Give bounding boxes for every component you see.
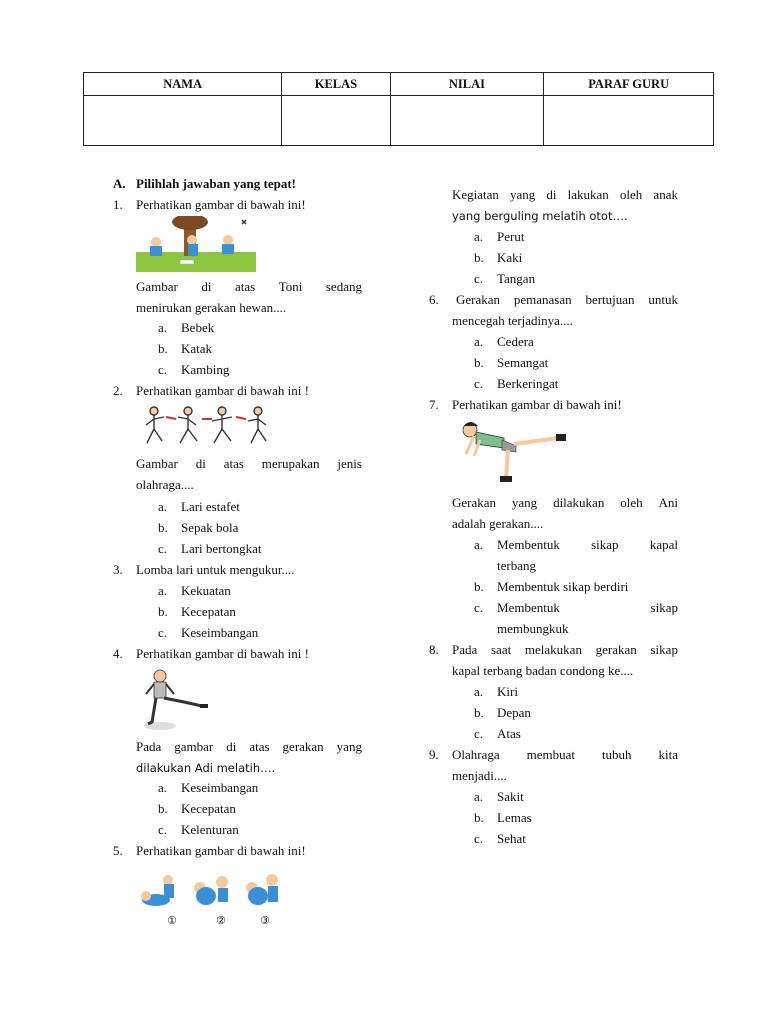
col-nama: NAMA	[84, 73, 282, 96]
q2-relay-race-picture	[140, 405, 274, 451]
q7-number: 7.	[429, 397, 439, 412]
q9-opt-a[interactable]: Sakit	[497, 789, 524, 804]
q4-number: 4.	[113, 646, 123, 661]
col-paraf-guru: PARAF GURU	[544, 73, 714, 96]
q6-opt-c-label: c.	[474, 376, 484, 391]
q3-number: 3.	[113, 562, 123, 577]
q4-opt-c-label: c.	[158, 822, 168, 837]
q5-opt-c[interactable]: Tangan	[497, 271, 536, 286]
q2-stem-line1: Gambar di atas merupakan jenis	[136, 456, 362, 471]
q2-number: 2.	[113, 383, 123, 398]
q4-text: Perhatikan gambar di bawah ini !	[136, 646, 309, 661]
q1-opt-b-label: b.	[158, 341, 168, 356]
q4-stem-line1: Pada gambar di atas gerakan yang	[136, 739, 362, 754]
q5-step-1: ①	[167, 914, 177, 927]
q2-text: Perhatikan gambar di bawah ini !	[136, 383, 309, 398]
q9-opt-c[interactable]: Sehat	[497, 831, 526, 846]
q2-opt-c-label: c.	[158, 541, 168, 556]
q9-opt-a-label: a.	[474, 789, 484, 804]
q1-opt-c[interactable]: Kambing	[181, 362, 230, 377]
q9-number: 9.	[429, 747, 439, 762]
q7-opt-c-label: c.	[474, 600, 484, 615]
q7-opt-c-line2[interactable]: membungkuk	[497, 621, 569, 636]
q4-opt-b[interactable]: Kecepatan	[181, 801, 236, 816]
q6-stem-line1: Gerakan pemanasan bertujuan untuk	[456, 292, 678, 307]
q7-opt-b-label: b.	[474, 579, 484, 594]
field-paraf-guru[interactable]	[544, 96, 714, 146]
q6-stem-line2: mencegah terjadinya....	[452, 313, 573, 328]
q6-opt-c[interactable]: Berkeringat	[497, 376, 559, 391]
q1-stem-line2: menirukan gerakan hewan....	[136, 300, 287, 315]
q7-airplane-pose-picture	[456, 418, 572, 490]
q1-frog-jump-picture	[136, 216, 256, 272]
q7-stem-line2: adalah gerakan....	[452, 516, 544, 531]
q1-opt-c-label: c.	[158, 362, 168, 377]
q7-text: Perhatikan gambar di bawah ini!	[452, 397, 622, 412]
q6-opt-b[interactable]: Semangat	[497, 355, 549, 370]
q2-opt-a-label: a.	[158, 499, 168, 514]
q9-opt-b-label: b.	[474, 810, 484, 825]
q2-opt-b-label: b.	[158, 520, 168, 535]
section-title: Pilihlah jawaban yang tepat!	[136, 176, 296, 191]
q7-opt-b[interactable]: Membentuk sikap berdiri	[497, 579, 629, 594]
q4-stem-line2: dilakukan Adi melatih….	[136, 761, 276, 775]
q2-stem-line2: olahraga....	[136, 477, 194, 492]
q3-opt-c-label: c.	[158, 625, 168, 640]
field-nama[interactable]	[84, 96, 282, 146]
q5-opt-a-label: a.	[474, 229, 484, 244]
q9-opt-b[interactable]: Lemas	[497, 810, 532, 825]
q8-opt-a-label: a.	[474, 684, 484, 699]
q8-stem-line1: Pada saat melakukan gerakan sikap	[452, 642, 678, 657]
q5-opt-c-label: c.	[474, 271, 484, 286]
q1-opt-b[interactable]: Katak	[181, 341, 213, 356]
q5-text: Perhatikan gambar di bawah ini!	[136, 843, 306, 858]
q7-opt-a-label: a.	[474, 537, 484, 552]
q7-opt-c-line1[interactable]: Membentuk sikap	[497, 600, 678, 615]
q5-opt-b[interactable]: Kaki	[497, 250, 523, 265]
q1-number: 1.	[113, 197, 123, 212]
q1-stem-line1: Gambar di atas Toni sedang	[136, 279, 362, 294]
q6-opt-a-label: a.	[474, 334, 484, 349]
q4-opt-a-label: a.	[158, 780, 168, 795]
q3-opt-a-label: a.	[158, 583, 168, 598]
q5-number: 5.	[113, 843, 123, 858]
q7-opt-a-line1[interactable]: Membentuk sikap kapal	[497, 537, 678, 552]
q1-text: Perhatikan gambar di bawah ini!	[136, 197, 306, 212]
q8-opt-a[interactable]: Kiri	[497, 684, 518, 699]
q3-text: Lomba lari untuk mengukur....	[136, 562, 295, 577]
q1-opt-a-label: a.	[158, 320, 168, 335]
q3-opt-b[interactable]: Kecepatan	[181, 604, 236, 619]
q8-opt-b[interactable]: Depan	[497, 705, 531, 720]
q5-stem-line1: Kegiatan yang di lakukan oleh anak	[452, 187, 678, 202]
q5-opt-a[interactable]: Perut	[497, 229, 525, 244]
q9-opt-c-label: c.	[474, 831, 484, 846]
q2-opt-a[interactable]: Lari estafet	[181, 499, 240, 514]
q4-opt-c[interactable]: Kelenturan	[181, 822, 239, 837]
col-nilai: NILAI	[390, 73, 544, 96]
q5-step-2: ②	[216, 914, 226, 927]
q5-opt-b-label: b.	[474, 250, 484, 265]
q5-stem-line2: yang berguling melatih otot….	[452, 209, 628, 223]
q8-opt-c-label: c.	[474, 726, 484, 741]
q8-opt-b-label: b.	[474, 705, 484, 720]
field-kelas[interactable]	[282, 96, 390, 146]
q1-opt-a[interactable]: Bebek	[181, 320, 215, 335]
q7-stem-line1: Gerakan yang dilakukan oleh Ani	[452, 495, 678, 510]
q2-opt-b[interactable]: Sepak bola	[181, 520, 239, 535]
q5-step-3: ③	[260, 914, 270, 927]
q5-forward-roll-picture	[138, 866, 284, 912]
q6-number: 6.	[429, 292, 439, 307]
q9-stem-line1: Olahraga membuat tubuh kita	[452, 747, 678, 762]
q4-opt-b-label: b.	[158, 801, 168, 816]
section-letter: A.	[113, 176, 126, 191]
q3-opt-a[interactable]: Kekuatan	[181, 583, 231, 598]
q8-stem-line2: kapal terbang badan condong ke....	[452, 663, 634, 678]
q8-opt-c[interactable]: Atas	[497, 726, 521, 741]
q4-one-leg-balance-picture	[140, 668, 212, 732]
q4-opt-a[interactable]: Keseimbangan	[181, 780, 259, 795]
q2-opt-c[interactable]: Lari bertongkat	[181, 541, 262, 556]
q3-opt-b-label: b.	[158, 604, 168, 619]
q6-opt-a[interactable]: Cedera	[497, 334, 534, 349]
q8-number: 8.	[429, 642, 439, 657]
q3-opt-c[interactable]: Keseimbangan	[181, 625, 259, 640]
q6-opt-b-label: b.	[474, 355, 484, 370]
field-nilai[interactable]	[390, 96, 544, 146]
q7-opt-a-line2[interactable]: terbang	[497, 558, 536, 573]
student-info-table	[83, 72, 714, 146]
col-kelas: KELAS	[282, 73, 390, 96]
q9-stem-line2: menjadi....	[452, 768, 507, 783]
